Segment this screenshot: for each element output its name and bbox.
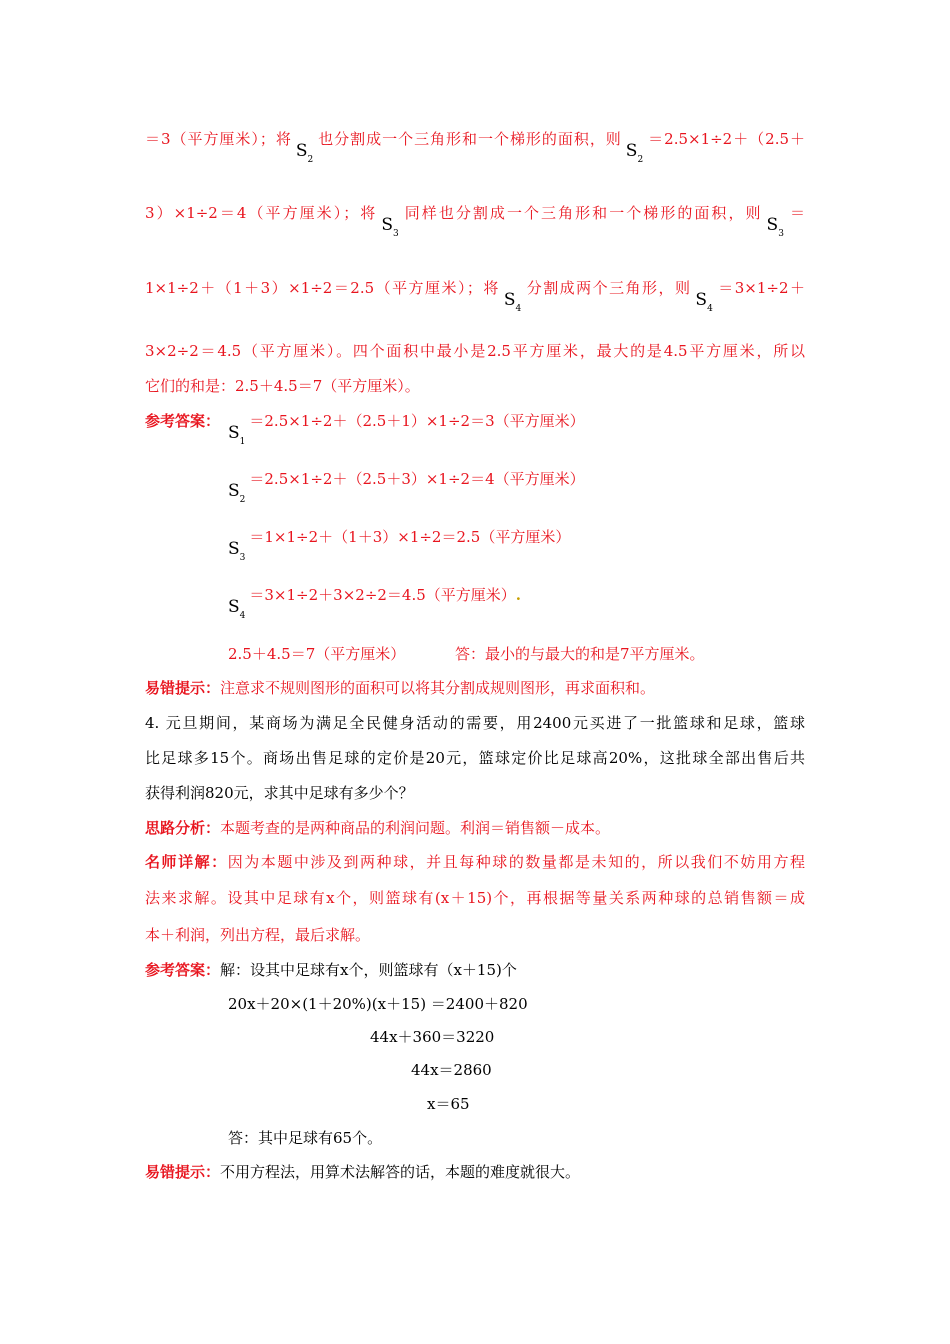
equation-3: 44x＝2860 — [411, 1061, 492, 1079]
text: 3）×1÷2＝4（平方厘米）；将 — [145, 204, 378, 222]
s2-symbol: $S_2$ — [228, 481, 246, 506]
answer-2 — [145, 959, 517, 980]
s4-symbol: $S_4$ — [228, 597, 246, 622]
text: ＝2.5×1÷2＋（2.5＋3）×1÷2＝4（平方厘米） — [249, 470, 585, 488]
solution-line-2 — [145, 202, 805, 240]
answer-row-s2 — [228, 468, 585, 506]
explain-label: 名师详解： — [145, 853, 228, 871]
text: ＝2.5×1÷2＋（2.5＋ — [647, 130, 805, 148]
answer-sum: 2.5＋4.5＝7（平方厘米） — [228, 645, 406, 663]
text: 分割成两个三角形，则 — [525, 279, 692, 297]
text: 1×1÷2＋（1＋3）×1÷2＝2.5（平方厘米）；将 — [145, 279, 500, 297]
analysis-label: 思路分析： — [145, 819, 221, 837]
s4-symbol: $S_4$ — [503, 290, 522, 315]
s1-symbol: $S_1$ — [228, 423, 246, 448]
s3-symbol: $S_3$ — [766, 215, 784, 240]
text: 解：设其中足球有x个，则篮球有（x＋15)个 — [220, 961, 517, 979]
tip-label: 易错提示： — [145, 1163, 221, 1181]
s4-symbol: $S_4$ — [695, 290, 713, 315]
text: ＝3×1÷2＋ — [716, 279, 805, 297]
solution-line-3 — [145, 277, 805, 315]
text: 因为本题中涉及到两种球，并且每种球的数量都是未知的，所以我们不妨用方程 — [227, 853, 805, 871]
question-4-line-1: 4. 元旦期间，某商场为满足全民健身活动的需要，用2400元买进了一批篮球和足球，篮球 — [145, 714, 805, 732]
equation-2: 44x＋360＝3220 — [370, 1028, 495, 1046]
text: . — [515, 586, 522, 604]
equation-4: x＝65 — [427, 1095, 470, 1113]
text: ＝3×1÷2＋3×2÷2＝4.5（平方厘米） — [249, 586, 516, 604]
question-4-line-3: 获得利润820元，求其中足球有多少个？ — [145, 784, 414, 802]
solution-line-1 — [145, 128, 805, 166]
explain-line-2: 法来求解。设其中足球有x个，则篮球有(x＋15)个，再根据等量关系两种球的总销售额＝成 — [145, 889, 805, 907]
s2-symbol: $S_2$ — [295, 141, 314, 166]
text: ＝2.5×1÷2＋（2.5＋1）×1÷2＝3（平方厘米） — [249, 412, 585, 430]
explain-line-1 — [145, 851, 805, 872]
error-tip-2 — [145, 1161, 580, 1182]
text: 同样也分割成一个三角形和一个梯形的面积，则 — [402, 204, 763, 222]
s2-symbol: $S_2$ — [625, 141, 644, 166]
s3-symbol: $S_3$ — [381, 215, 399, 240]
error-tip-1 — [145, 677, 655, 698]
question-4-line-2: 比足球多15个。商场出售足球的定价是20元，篮球定价比足球高20%，这批球全部出售后共 — [145, 749, 805, 767]
answer-label: 参考答案： — [145, 961, 221, 979]
text: ＝1×1÷2＋（1＋3）×1÷2＝2.5（平方厘米） — [249, 528, 571, 546]
text: 本题考查的是两种商品的利润问题。利润＝销售额－成本。 — [220, 819, 611, 837]
text: 也分割成一个三角形和一个梯形的面积，则 — [317, 130, 622, 148]
explain-line-3: 本＋利润，列出方程，最后求解。 — [145, 926, 371, 944]
answer-label: 参考答案： — [145, 412, 221, 430]
solution-line-4: 3×2÷2＝4.5（平方厘米）。四个面积中最小是2.5平方厘米，最大的是4.5平方厘米，所以 — [145, 342, 805, 360]
answer-row-s4 — [228, 584, 522, 622]
tip-label: 易错提示： — [145, 679, 221, 697]
answer-row-s3 — [228, 526, 571, 564]
equation-1: 20x＋20×(1＋20%)(x＋15) ＝2400＋820 — [228, 995, 528, 1013]
text: 不用方程法，用算术法解答的话，本题的难度就很大。 — [220, 1163, 581, 1181]
answer-row-s1 — [228, 410, 585, 448]
s3-symbol: $S_3$ — [228, 539, 246, 564]
text: ＝ — [787, 204, 805, 222]
answer-final: 答：最小的与最大的和是7平方厘米。 — [455, 645, 705, 663]
analysis — [145, 817, 610, 838]
text: ＝3（平方厘米）；将 — [145, 130, 292, 148]
text: 注意求不规则图形的面积可以将其分割成规则图形，再求面积和。 — [220, 679, 656, 697]
solution-line-5: 它们的和是：2.5＋4.5＝7（平方厘米）。 — [145, 377, 420, 395]
answer-2-final: 答：其中足球有65个。 — [228, 1129, 383, 1147]
